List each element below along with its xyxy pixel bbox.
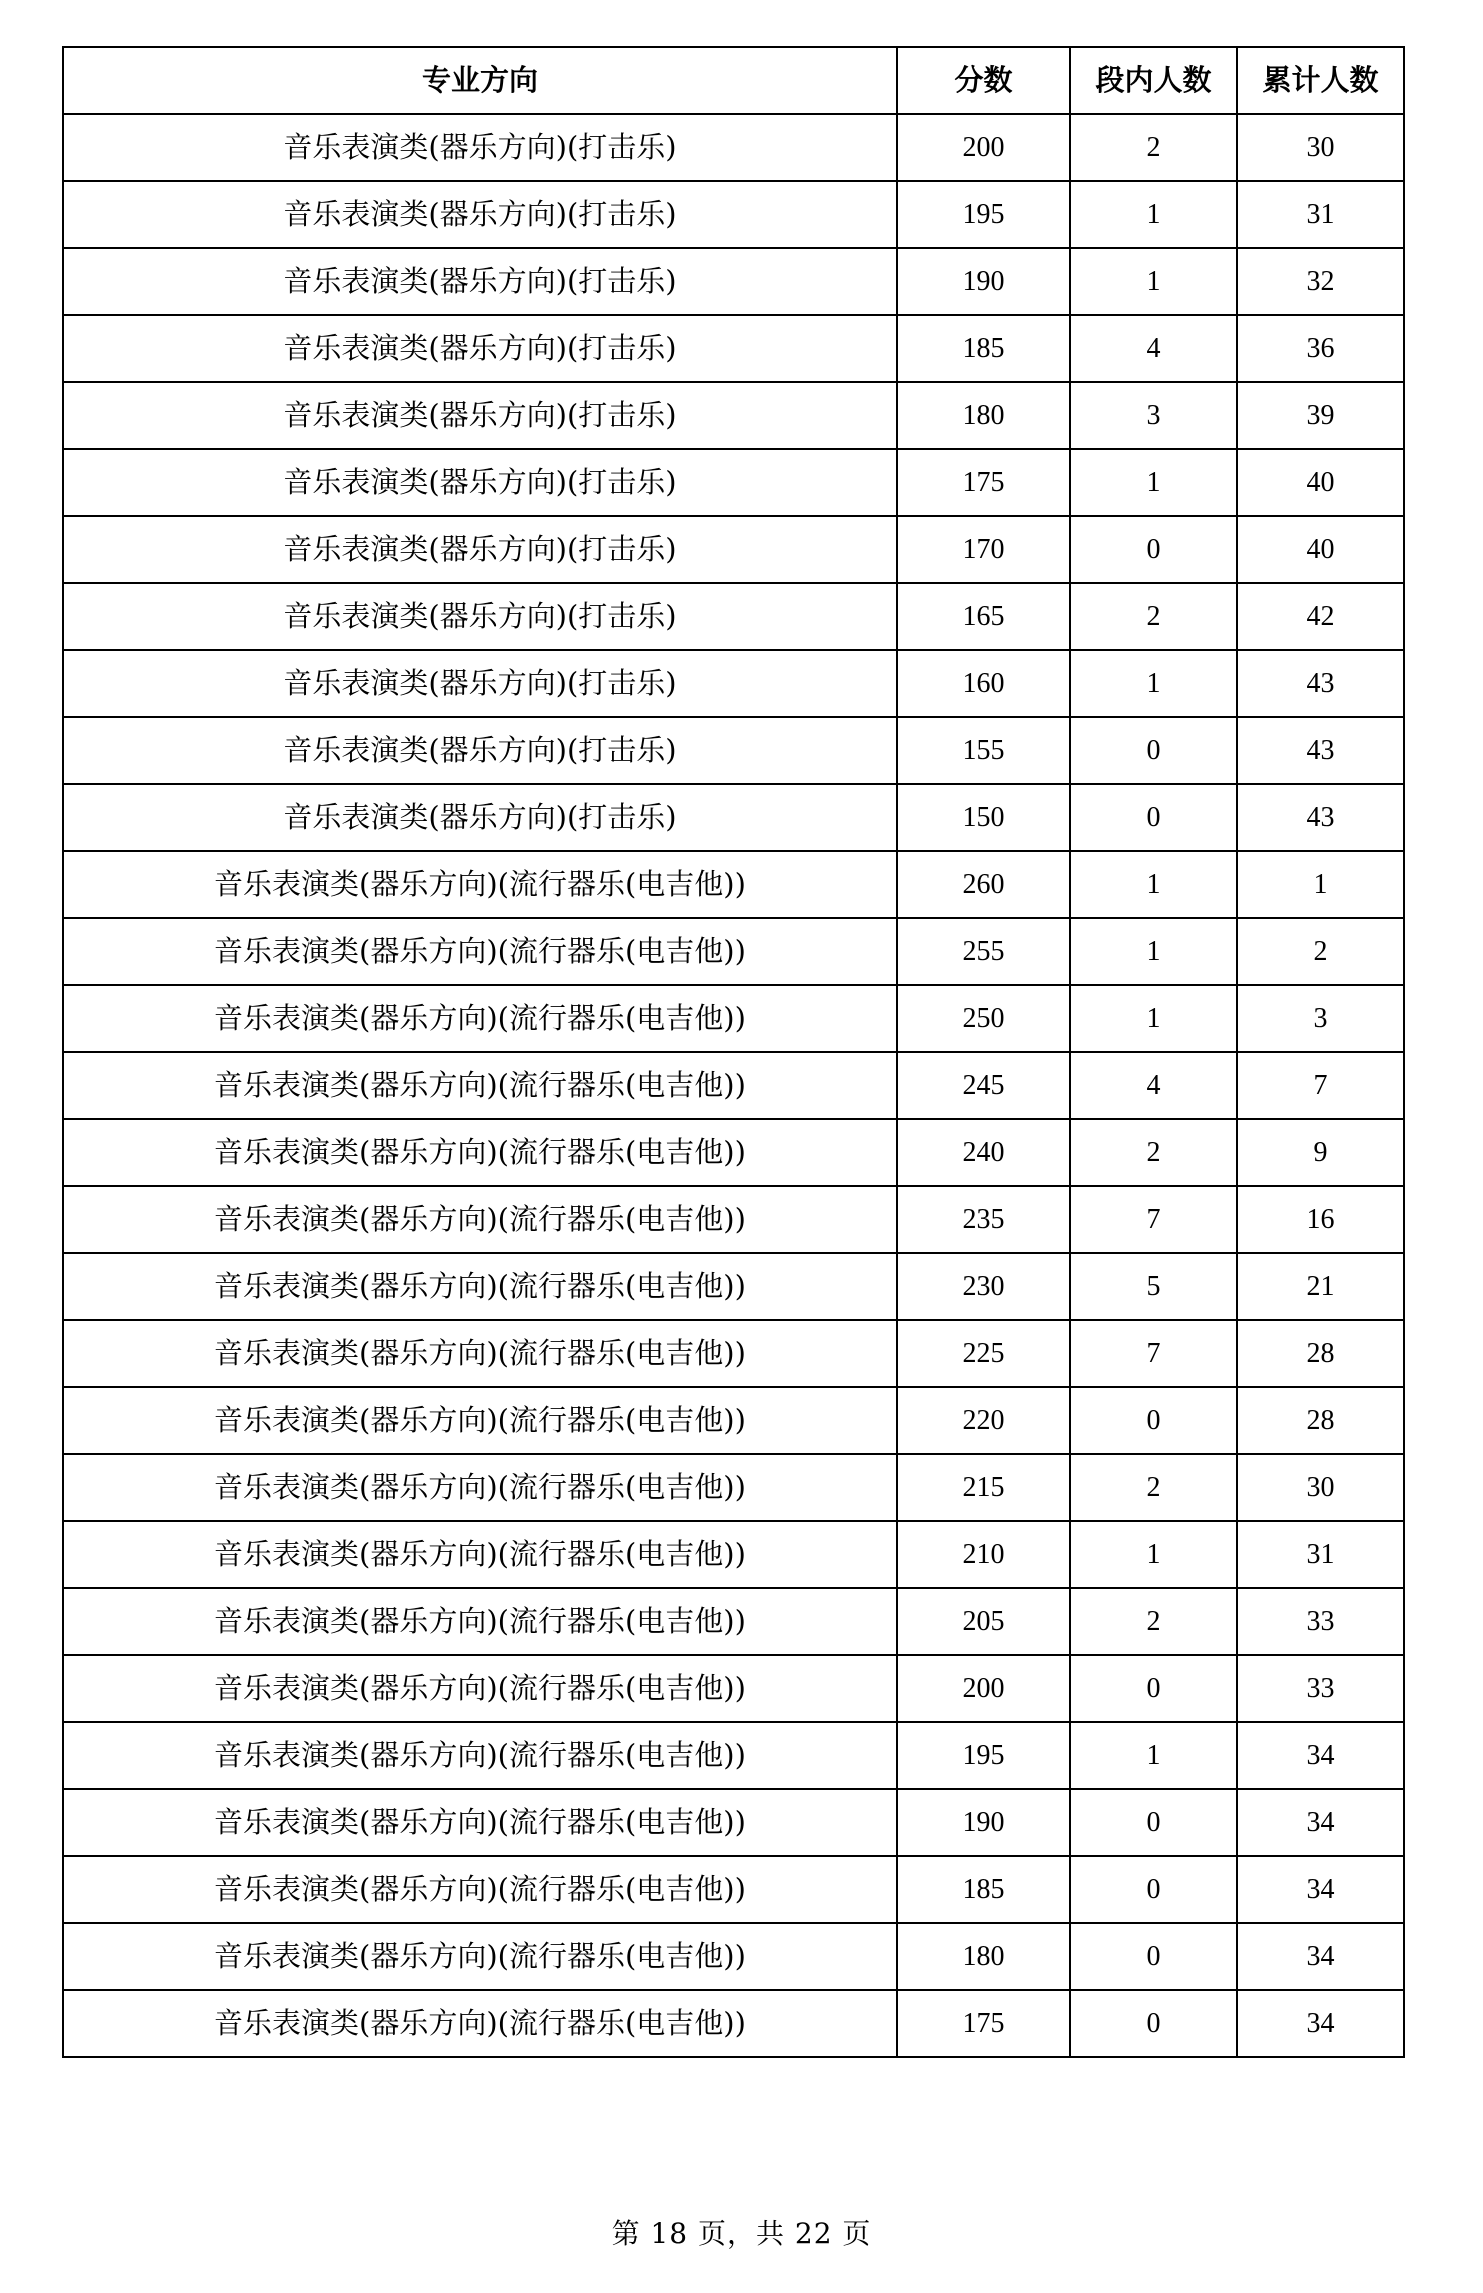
cell-segment-count: 2: [1070, 114, 1237, 181]
table-row: [63, 114, 1404, 181]
cell-cumulative-count: 43: [1237, 717, 1404, 784]
cell-major: 音乐表演类(器乐方向)(打击乐): [63, 784, 897, 851]
cell-score: 235: [897, 1186, 1070, 1253]
cell-segment-count: 2: [1070, 583, 1237, 650]
table-header-row: [63, 47, 1404, 114]
cell-cumulative-count: 40: [1237, 516, 1404, 583]
cell-cumulative-count: 34: [1237, 1789, 1404, 1856]
cell-segment-count: 1: [1070, 248, 1237, 315]
table-row: [63, 382, 1404, 449]
cell-cumulative-count: 28: [1237, 1320, 1404, 1387]
cell-score: 200: [897, 114, 1070, 181]
table-row: [63, 1789, 1404, 1856]
cell-segment-count: 1: [1070, 985, 1237, 1052]
cell-major: 音乐表演类(器乐方向)(打击乐): [63, 717, 897, 784]
cell-score: 180: [897, 382, 1070, 449]
cell-major: 音乐表演类(器乐方向)(流行器乐(电吉他)): [63, 1588, 897, 1655]
cell-score: 250: [897, 985, 1070, 1052]
cell-major: 音乐表演类(器乐方向)(打击乐): [63, 449, 897, 516]
cell-major: 音乐表演类(器乐方向)(流行器乐(电吉他)): [63, 1655, 897, 1722]
cell-cumulative-count: 9: [1237, 1119, 1404, 1186]
cell-score: 190: [897, 1789, 1070, 1856]
cell-major: 音乐表演类(器乐方向)(流行器乐(电吉他)): [63, 1923, 897, 1990]
table-row: [63, 1923, 1404, 1990]
table-row: [63, 1722, 1404, 1789]
cell-major: 音乐表演类(器乐方向)(流行器乐(电吉他)): [63, 1789, 897, 1856]
table-row: [63, 1655, 1404, 1722]
cell-major: 音乐表演类(器乐方向)(打击乐): [63, 248, 897, 315]
cell-major: 音乐表演类(器乐方向)(打击乐): [63, 650, 897, 717]
cell-segment-count: 3: [1070, 382, 1237, 449]
cell-major: 音乐表演类(器乐方向)(流行器乐(电吉他)): [63, 1454, 897, 1521]
cell-segment-count: 2: [1070, 1588, 1237, 1655]
table-row: [63, 1990, 1404, 2057]
table-row: [63, 851, 1404, 918]
cell-score: 165: [897, 583, 1070, 650]
table-row: [63, 650, 1404, 717]
cell-cumulative-count: 43: [1237, 784, 1404, 851]
cell-major: 音乐表演类(器乐方向)(流行器乐(电吉他)): [63, 1521, 897, 1588]
cell-major: 音乐表演类(器乐方向)(流行器乐(电吉他)): [63, 1119, 897, 1186]
table-row: [63, 516, 1404, 583]
cell-major: 音乐表演类(器乐方向)(流行器乐(电吉他)): [63, 985, 897, 1052]
cell-major: 音乐表演类(器乐方向)(流行器乐(电吉他)): [63, 1052, 897, 1119]
table-row: [63, 918, 1404, 985]
table-row: [63, 1387, 1404, 1454]
cell-segment-count: 4: [1070, 315, 1237, 382]
cell-major: 音乐表演类(器乐方向)(流行器乐(电吉他)): [63, 1722, 897, 1789]
cell-segment-count: 4: [1070, 1052, 1237, 1119]
table-row: [63, 985, 1404, 1052]
cell-major: 音乐表演类(器乐方向)(打击乐): [63, 114, 897, 181]
cell-cumulative-count: 7: [1237, 1052, 1404, 1119]
header-segment-count: 段内人数: [1070, 47, 1237, 114]
cell-cumulative-count: 3: [1237, 985, 1404, 1052]
table-row: [63, 1186, 1404, 1253]
cell-score: 195: [897, 181, 1070, 248]
cell-cumulative-count: 31: [1237, 181, 1404, 248]
score-table: [62, 46, 1405, 2058]
header-major: 专业方向: [63, 47, 897, 114]
cell-cumulative-count: 33: [1237, 1588, 1404, 1655]
cell-segment-count: 2: [1070, 1119, 1237, 1186]
cell-major: 音乐表演类(器乐方向)(流行器乐(电吉他)): [63, 1186, 897, 1253]
page-footer: 第 18 页，共 22 页: [611, 2217, 872, 2250]
table-body: [63, 114, 1404, 2057]
cell-segment-count: 0: [1070, 516, 1237, 583]
cell-major: 音乐表演类(器乐方向)(流行器乐(电吉他)): [63, 1320, 897, 1387]
cell-segment-count: 7: [1070, 1320, 1237, 1387]
cell-cumulative-count: 39: [1237, 382, 1404, 449]
cell-score: 195: [897, 1722, 1070, 1789]
cell-major: 音乐表演类(器乐方向)(流行器乐(电吉他)): [63, 918, 897, 985]
cell-segment-count: 1: [1070, 851, 1237, 918]
cell-segment-count: 0: [1070, 1990, 1237, 2057]
table-row: [63, 583, 1404, 650]
cell-cumulative-count: 34: [1237, 1990, 1404, 2057]
cell-cumulative-count: 21: [1237, 1253, 1404, 1320]
cell-score: 190: [897, 248, 1070, 315]
cell-score: 175: [897, 449, 1070, 516]
cell-cumulative-count: 34: [1237, 1923, 1404, 1990]
cell-score: 230: [897, 1253, 1070, 1320]
cell-major: 音乐表演类(器乐方向)(打击乐): [63, 181, 897, 248]
header-cumulative-count: 累计人数: [1237, 47, 1404, 114]
cell-cumulative-count: 2: [1237, 918, 1404, 985]
table-row: [63, 784, 1404, 851]
cell-segment-count: 1: [1070, 650, 1237, 717]
cell-segment-count: 0: [1070, 1923, 1237, 1990]
cell-score: 180: [897, 1923, 1070, 1990]
cell-score: 210: [897, 1521, 1070, 1588]
cell-score: 225: [897, 1320, 1070, 1387]
table-row: [63, 717, 1404, 784]
table-row: [63, 1253, 1404, 1320]
cell-cumulative-count: 30: [1237, 1454, 1404, 1521]
header-score: 分数: [897, 47, 1070, 114]
cell-major: 音乐表演类(器乐方向)(打击乐): [63, 516, 897, 583]
cell-cumulative-count: 36: [1237, 315, 1404, 382]
cell-major: 音乐表演类(器乐方向)(流行器乐(电吉他)): [63, 851, 897, 918]
cell-score: 245: [897, 1052, 1070, 1119]
cell-segment-count: 1: [1070, 449, 1237, 516]
cell-major: 音乐表演类(器乐方向)(打击乐): [63, 315, 897, 382]
cell-segment-count: 0: [1070, 1387, 1237, 1454]
cell-cumulative-count: 43: [1237, 650, 1404, 717]
table-row: [63, 1588, 1404, 1655]
cell-score: 205: [897, 1588, 1070, 1655]
cell-segment-count: 0: [1070, 1789, 1237, 1856]
table-row: [63, 181, 1404, 248]
table-row: [63, 1052, 1404, 1119]
table-row: [63, 315, 1404, 382]
cell-score: 215: [897, 1454, 1070, 1521]
cell-segment-count: 2: [1070, 1454, 1237, 1521]
table-row: [63, 1119, 1404, 1186]
cell-cumulative-count: 1: [1237, 851, 1404, 918]
cell-score: 200: [897, 1655, 1070, 1722]
cell-cumulative-count: 28: [1237, 1387, 1404, 1454]
cell-major: 音乐表演类(器乐方向)(流行器乐(电吉他)): [63, 1387, 897, 1454]
cell-cumulative-count: 30: [1237, 114, 1404, 181]
cell-major: 音乐表演类(器乐方向)(流行器乐(电吉他)): [63, 1990, 897, 2057]
cell-segment-count: 1: [1070, 918, 1237, 985]
cell-score: 185: [897, 1856, 1070, 1923]
cell-segment-count: 1: [1070, 181, 1237, 248]
cell-score: 255: [897, 918, 1070, 985]
cell-major: 音乐表演类(器乐方向)(流行器乐(电吉他)): [63, 1856, 897, 1923]
cell-major: 音乐表演类(器乐方向)(打击乐): [63, 382, 897, 449]
table-row: [63, 1856, 1404, 1923]
cell-segment-count: 0: [1070, 1856, 1237, 1923]
cell-segment-count: 1: [1070, 1521, 1237, 1588]
cell-segment-count: 1: [1070, 1722, 1237, 1789]
cell-score: 240: [897, 1119, 1070, 1186]
cell-major: 音乐表演类(器乐方向)(打击乐): [63, 583, 897, 650]
cell-score: 185: [897, 315, 1070, 382]
cell-score: 175: [897, 1990, 1070, 2057]
cell-cumulative-count: 34: [1237, 1722, 1404, 1789]
table-row: [63, 1521, 1404, 1588]
cell-score: 150: [897, 784, 1070, 851]
cell-score: 220: [897, 1387, 1070, 1454]
cell-cumulative-count: 31: [1237, 1521, 1404, 1588]
table-row: [63, 449, 1404, 516]
cell-segment-count: 0: [1070, 1655, 1237, 1722]
table-row: [63, 1454, 1404, 1521]
cell-cumulative-count: 34: [1237, 1856, 1404, 1923]
cell-cumulative-count: 16: [1237, 1186, 1404, 1253]
cell-segment-count: 0: [1070, 717, 1237, 784]
cell-score: 160: [897, 650, 1070, 717]
table-row: [63, 248, 1404, 315]
cell-segment-count: 0: [1070, 784, 1237, 851]
cell-score: 170: [897, 516, 1070, 583]
table-row: [63, 1320, 1404, 1387]
cell-score: 155: [897, 717, 1070, 784]
cell-score: 260: [897, 851, 1070, 918]
cell-cumulative-count: 32: [1237, 248, 1404, 315]
cell-segment-count: 5: [1070, 1253, 1237, 1320]
cell-major: 音乐表演类(器乐方向)(流行器乐(电吉他)): [63, 1253, 897, 1320]
cell-cumulative-count: 42: [1237, 583, 1404, 650]
cell-segment-count: 7: [1070, 1186, 1237, 1253]
cell-cumulative-count: 40: [1237, 449, 1404, 516]
cell-cumulative-count: 33: [1237, 1655, 1404, 1722]
